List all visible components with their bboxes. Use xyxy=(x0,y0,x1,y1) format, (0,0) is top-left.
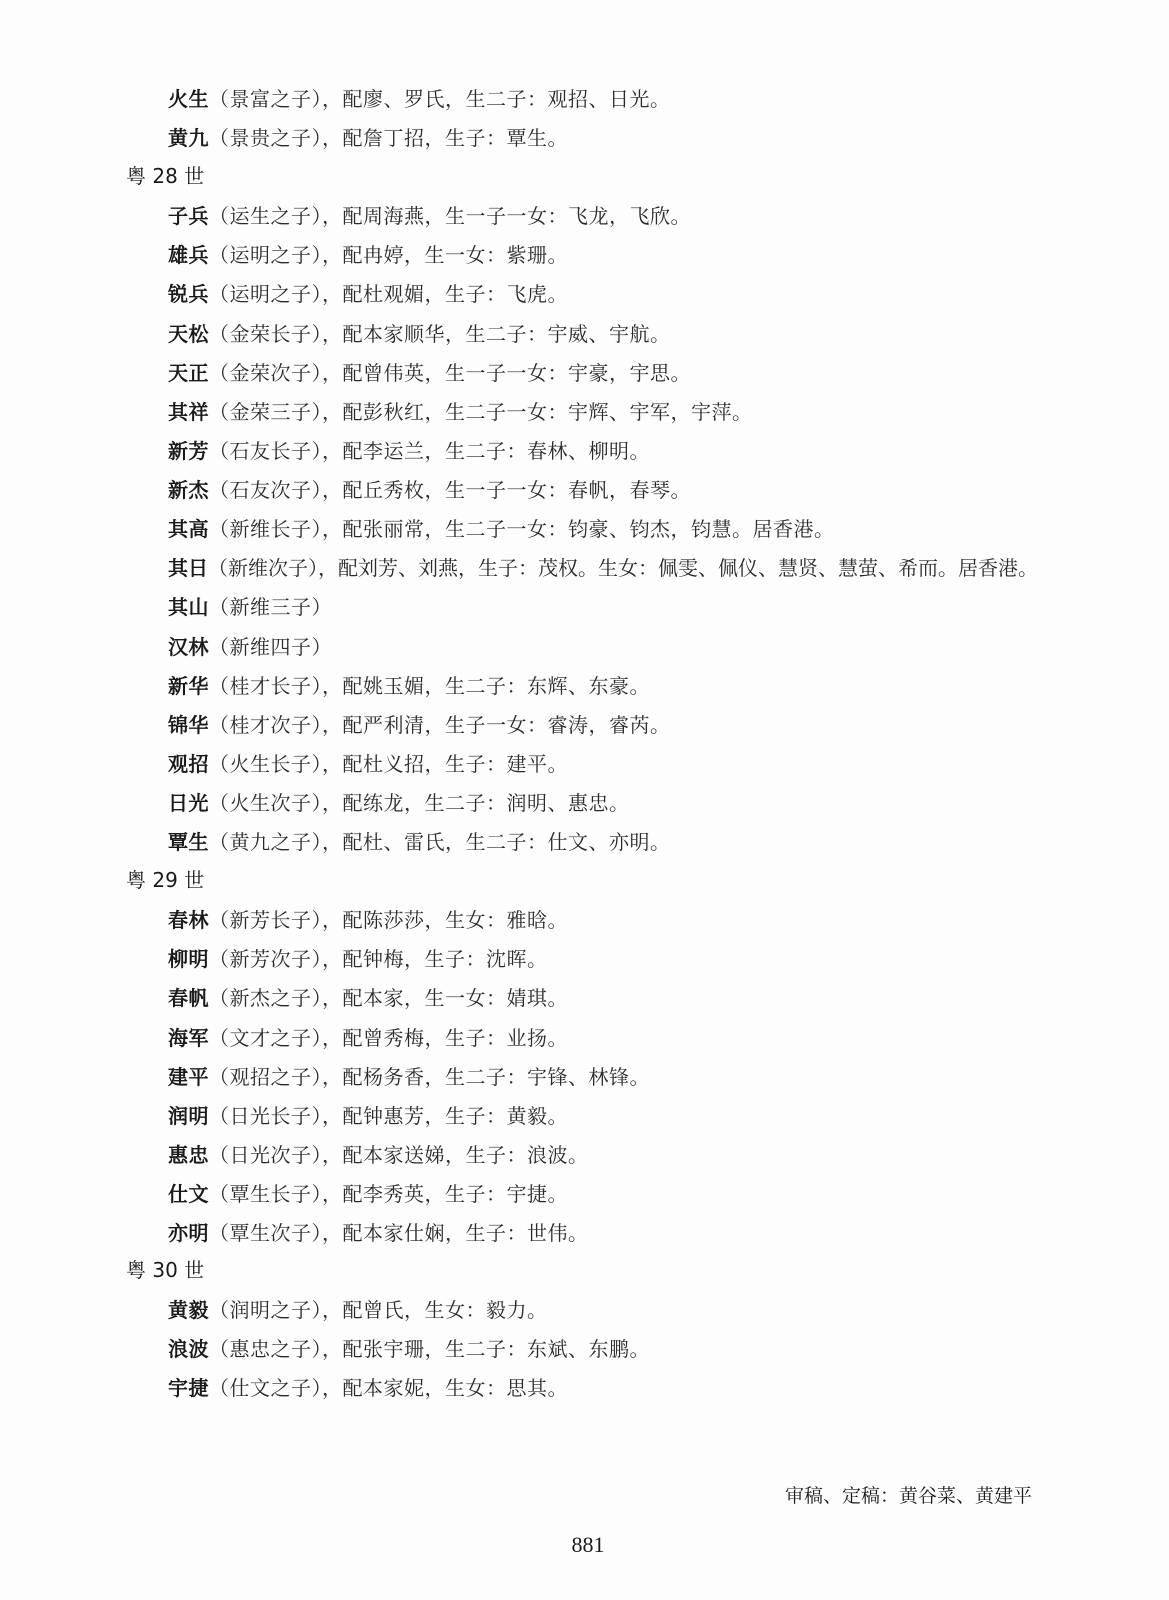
entry-name: 观招 xyxy=(168,752,209,776)
entry-name: 天松 xyxy=(168,322,209,346)
entry-text: （新芳次子），配钟梅，生子：沈晖。 xyxy=(209,947,548,971)
entry-text: （日光长子），配钟惠芳，生子：黄毅。 xyxy=(209,1104,568,1128)
entry-text: （文才之子），配曾秀梅，生子：业扬。 xyxy=(209,1026,568,1050)
genealogy-entry xyxy=(168,1378,568,1398)
entry-name: 新华 xyxy=(168,674,209,698)
entry-name: 雄兵 xyxy=(168,243,209,267)
entry-text: （新维四子） xyxy=(209,635,332,659)
entry-text: （新芳长子），配陈莎莎，生女：雅晗。 xyxy=(209,908,568,932)
genealogy-entry xyxy=(168,1339,650,1359)
genealogy-entry xyxy=(168,402,753,422)
entry-name: 火生 xyxy=(168,87,209,111)
genealogy-entry xyxy=(168,558,1038,578)
entry-text: （火生长子），配杜义招，生子：建平。 xyxy=(209,752,568,776)
entry-name: 仕文 xyxy=(168,1182,209,1206)
genealogy-entry xyxy=(168,245,568,265)
genealogy-entry xyxy=(168,480,691,500)
entry-text: （运明之子），配杜观媚，生子：飞虎。 xyxy=(209,282,568,306)
entry-text: （运明之子），配冉婷，生一女：紫珊。 xyxy=(209,243,568,267)
genealogy-entry xyxy=(168,949,548,969)
entry-name: 海军 xyxy=(168,1026,209,1050)
entry-name: 黄九 xyxy=(168,126,209,150)
entry-name: 惠忠 xyxy=(168,1143,209,1167)
page-number: 881 xyxy=(571,1532,605,1557)
entry-text: （金荣长子），配本家顺华，生二子：宇威、宇航。 xyxy=(209,322,671,346)
entry-name: 天正 xyxy=(168,361,209,385)
entry-text: （桂才次子），配严利清，生子一女：睿涛，睿芮。 xyxy=(209,713,671,737)
genealogy-entry xyxy=(168,597,332,617)
entry-name: 锐兵 xyxy=(168,282,209,306)
entry-text: （新杰之子），配本家，生一女：婧琪。 xyxy=(209,986,568,1010)
entry-text: （仕文之子），配本家妮，生女：思其。 xyxy=(209,1376,568,1400)
genealogy-entry xyxy=(168,1028,568,1048)
genealogy-entry xyxy=(168,754,568,774)
entry-name: 春帆 xyxy=(168,986,209,1010)
entry-text: （桂才长子），配姚玉媚，生二子：东辉、东豪。 xyxy=(209,674,650,698)
entry-name: 其日 xyxy=(168,556,208,580)
entry-text: （润明之子），配曾氏，生女：毅力。 xyxy=(209,1298,548,1322)
entry-name: 其高 xyxy=(168,517,209,541)
genealogy-entry xyxy=(168,1223,589,1243)
genealogy-entry xyxy=(168,910,568,930)
genealogy-entry xyxy=(168,284,568,304)
genealogy-entry xyxy=(168,128,568,148)
entry-text: （新维长子），配张丽常，生二子一女：钧豪、钧杰，钧慧。居香港。 xyxy=(209,517,835,541)
genealogy-entry xyxy=(168,715,671,735)
entry-name: 日光 xyxy=(168,791,209,815)
editor-credits: 审稿、定稿：黄谷菜、黄建平 xyxy=(785,1485,1033,1507)
generation-heading-30: 粤 30 世 xyxy=(126,1258,205,1282)
entry-text: （观招之子），配杨务香，生二子：宇锋、林锋。 xyxy=(209,1065,650,1089)
genealogy-entry xyxy=(168,1067,650,1087)
genealogy-entry xyxy=(168,832,671,852)
genealogy-entry xyxy=(168,793,630,813)
genealogy-entry xyxy=(168,1184,568,1204)
entry-text: （新维三子） xyxy=(209,595,332,619)
entry-name: 亦明 xyxy=(168,1221,209,1245)
generation-heading-28: 粤 28 世 xyxy=(126,164,205,188)
entry-text: （覃生长子），配李秀英，生子：宇捷。 xyxy=(209,1182,568,1206)
entry-text: （黄九之子），配杜、雷氏，生二子：仕文、亦明。 xyxy=(209,830,671,854)
entry-text: （日光次子），配本家送娣，生子：浪波。 xyxy=(209,1143,589,1167)
genealogy-entry xyxy=(168,676,650,696)
genealogy-entry xyxy=(168,441,650,461)
generation-heading-29: 粤 29 世 xyxy=(126,868,205,892)
entry-name: 柳明 xyxy=(168,947,209,971)
entry-name: 覃生 xyxy=(168,830,209,854)
entry-name: 宇捷 xyxy=(168,1376,209,1400)
entry-text: （景贵之子），配詹丁招，生子：覃生。 xyxy=(209,126,568,150)
genealogy-entry xyxy=(168,89,671,109)
entry-name: 其山 xyxy=(168,595,209,619)
genealogy-entry xyxy=(168,324,671,344)
entry-name: 其祥 xyxy=(168,400,209,424)
entry-text: （金荣三子），配彭秋红，生二子一女：宇辉、宇军，宇萍。 xyxy=(209,400,753,424)
entry-name: 春林 xyxy=(168,908,209,932)
entry-text: （景富之子），配廖、罗氏，生二子：观招、日光。 xyxy=(209,87,671,111)
entry-name: 建平 xyxy=(168,1065,209,1089)
entry-name: 新芳 xyxy=(168,439,209,463)
entry-text: （新维次子），配刘芳、刘燕，生子：茂权。生女：佩雯、佩仪、慧贤、慧萤、希而。居香港。 xyxy=(208,556,1038,580)
entry-text: （惠忠之子），配张宇珊，生二子：东斌、东鹏。 xyxy=(209,1337,650,1361)
genealogy-entry xyxy=(168,206,691,226)
entry-name: 新杰 xyxy=(168,478,209,502)
genealogy-entry xyxy=(168,363,691,383)
genealogy-entry xyxy=(168,1145,589,1165)
entry-text: （火生次子），配练龙，生二子：润明、惠忠。 xyxy=(209,791,630,815)
genealogy-entry xyxy=(168,1300,548,1320)
entry-text: （石友次子），配丘秀枚，生一子一女：春帆，春琴。 xyxy=(209,478,691,502)
genealogy-entry xyxy=(168,637,332,657)
entry-name: 子兵 xyxy=(168,204,209,228)
entry-name: 浪波 xyxy=(168,1337,209,1361)
entry-name: 汉林 xyxy=(168,635,209,659)
entry-text: （石友长子），配李运兰，生二子：春林、柳明。 xyxy=(209,439,650,463)
entry-name: 黄毅 xyxy=(168,1298,209,1322)
entry-text: （覃生次子），配本家仕娴，生子：世伟。 xyxy=(209,1221,589,1245)
genealogy-entry xyxy=(168,519,835,539)
genealogy-entry xyxy=(168,988,568,1008)
genealogy-entry xyxy=(168,1106,568,1126)
entry-name: 润明 xyxy=(168,1104,209,1128)
entry-name: 锦华 xyxy=(168,713,209,737)
entry-text: （运生之子），配周海燕，生一子一女：飞龙，飞欣。 xyxy=(209,204,691,228)
entry-text: （金荣次子），配曾伟英，生一子一女：宇豪，宇思。 xyxy=(209,361,691,385)
